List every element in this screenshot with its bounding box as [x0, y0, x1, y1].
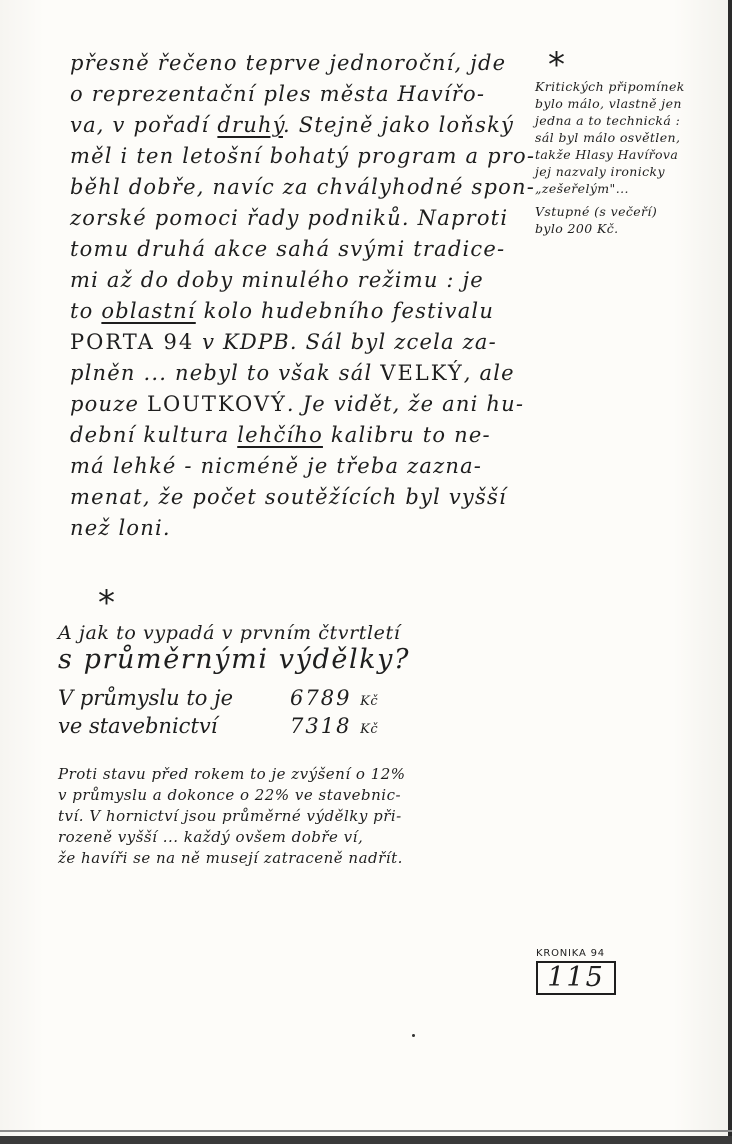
aside-line: jej nazvaly ironicky — [535, 164, 665, 179]
wage-note-line: rozeně vyšší ... každý ovšem dobře ví, — [58, 828, 364, 846]
main-line: zorské pomoci řady podniků. Naproti — [70, 206, 509, 230]
underlined-word: druhý — [217, 113, 283, 137]
wage-label: ve stavebnictví — [58, 714, 218, 738]
page-number: 115 — [536, 961, 616, 995]
main-line-part: , ale — [463, 361, 515, 385]
aside-line: „zešeřelým"... — [535, 181, 629, 196]
main-line: o reprezentační ples města Havířo- — [70, 82, 486, 106]
aside-line: Kritických připomínek — [535, 79, 685, 94]
wage-unit: Kč — [360, 694, 379, 709]
main-line-part: v KDPB. Sál byl zcela za- — [202, 330, 497, 354]
main-line-part: . Je vidět, že ani hu- — [286, 392, 525, 416]
aside-line: bylo málo, vlastně jen — [535, 96, 682, 111]
wage-amount: 7318 — [290, 714, 352, 738]
ink-dot — [412, 1034, 415, 1037]
main-line: přesně řečeno teprve jednoroční, jde — [70, 51, 507, 75]
aside-price-line: bylo 200 Kč. — [535, 221, 619, 236]
wage-unit: Kč — [360, 722, 379, 737]
wage-question-line: A jak to vypadá v prvním čtvrtletí — [58, 622, 401, 644]
main-line — [70, 389, 532, 420]
main-line — [70, 110, 532, 141]
wage-amount: 6789 — [290, 686, 352, 710]
wage-note-line: tví. V hornictví jsou průměrné výdělky při- — [58, 807, 402, 825]
section-asterisk-icon: * — [98, 583, 115, 623]
festival-name: PORTA 94 — [70, 330, 195, 354]
wage-note-line: Proti stavu před rokem to je zvýšení o 12% — [58, 765, 406, 783]
main-line: měl i ten letošní bohatý program a pro- — [70, 144, 536, 168]
aside-line: jedna a to technická : — [535, 113, 681, 128]
wage-label: V průmyslu to je — [58, 686, 234, 710]
book-binding-edge — [728, 0, 732, 1144]
main-line-part: va, v pořadí — [70, 113, 210, 137]
book-bottom-edge — [0, 1136, 732, 1144]
main-line: mi až do doby minulého režimu : je — [70, 268, 484, 292]
wage-section — [58, 622, 538, 869]
page-number-stamp — [536, 948, 622, 995]
main-line — [70, 420, 532, 451]
wage-note-line: v průmyslu a dokonce o 22% ve stavebnic- — [58, 786, 402, 804]
main-line-part: dební kultura — [70, 423, 230, 447]
wage-note-line: že havíři se na ně musejí zatraceně nadřít. — [58, 849, 403, 867]
main-paragraph — [70, 48, 536, 544]
wage-table — [58, 686, 538, 742]
wage-note — [58, 764, 538, 869]
main-line: než loni. — [70, 516, 171, 540]
main-line: menat, že počet soutěžících byl vyšší — [70, 485, 507, 509]
aside-note — [535, 78, 725, 237]
hall-name-big: VELKÝ — [380, 361, 464, 385]
main-line-part: kalibru to ne- — [330, 423, 491, 447]
wage-value — [290, 714, 378, 742]
underlined-word: oblastní — [101, 299, 196, 323]
aside-price-line: Vstupné (s večeří) — [535, 204, 658, 219]
main-line: má lehké - nicméně je třeba zazna- — [70, 454, 483, 478]
main-line — [70, 327, 532, 358]
aside-line: sál byl málo osvětlen, — [535, 130, 681, 145]
main-line-part: kolo hudebního festivalu — [203, 299, 495, 323]
main-line-part: to — [70, 299, 94, 323]
main-line-part: plněn ... nebyl to však sál — [70, 361, 373, 385]
underlined-word: lehčího — [237, 423, 323, 447]
aside-line: takže Hlasy Havířova — [535, 147, 679, 162]
main-line: tomu druhá akce sahá svými tradice- — [70, 237, 506, 261]
main-line-part: pouze — [70, 392, 140, 416]
chronicle-label: KRONIKA 94 — [536, 948, 605, 959]
main-line-part: . Stejně jako loňský — [282, 113, 515, 137]
main-line — [70, 358, 532, 389]
wage-question-line: s průměrnými výdělky? — [58, 644, 411, 675]
wage-value — [290, 686, 378, 714]
wage-row — [58, 714, 538, 742]
page-edge-line — [0, 1130, 732, 1132]
main-line — [70, 296, 532, 327]
aside-asterisk-icon: * — [548, 45, 565, 85]
wage-row — [58, 686, 538, 714]
main-line: běhl dobře, navíc za chvályhodné spon- — [70, 175, 536, 199]
hall-name-puppet: LOUTKOVÝ — [147, 392, 287, 416]
